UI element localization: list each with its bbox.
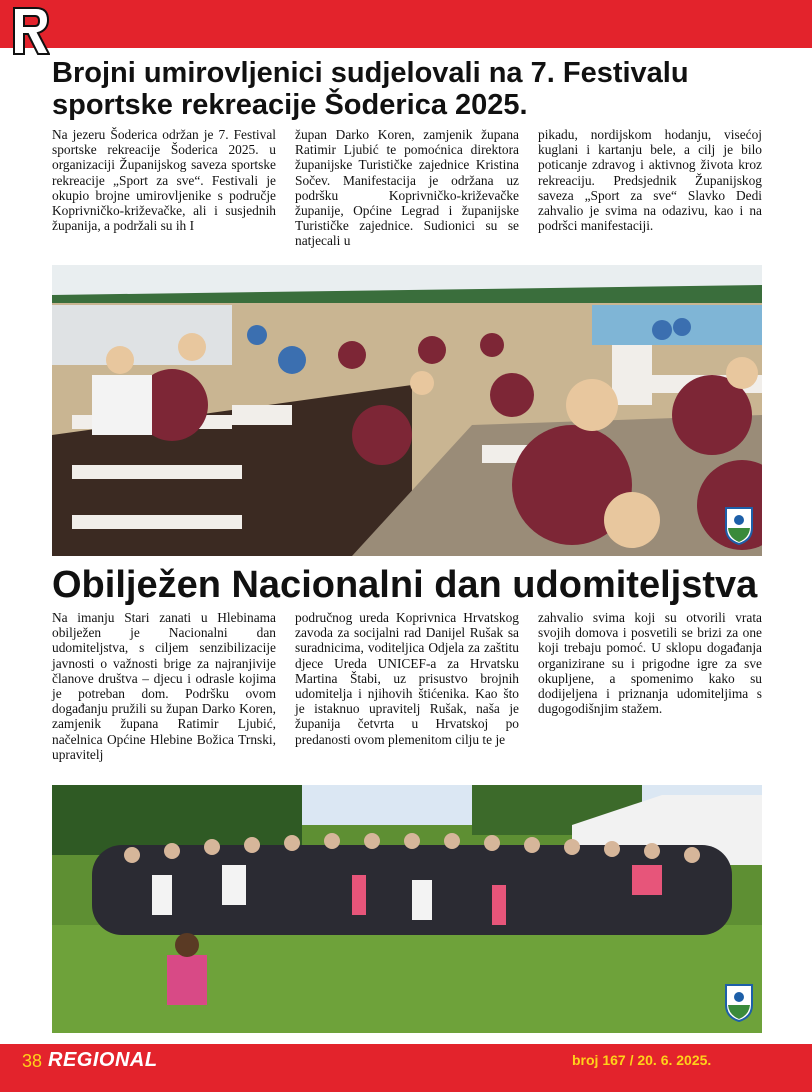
article2-column-1: Na imanju Stari zanati u Hlebinama obilježen je Nacionalni dan udomiteljstva, s ciljem senzibilizacije javnosti o važnosti brige za najranjivije članove društva – djecu i odrasle kojima je potreban dom. Podršku ovom događanju pružili su župan Darko Koren, zamjenik župana Ratimir Ljubić, načelnica Općine Hlebine Božica Trnski, upravitelj [52, 610, 276, 762]
article1-body [52, 127, 762, 249]
issue-info: broj 167 / 20. 6. 2025. [572, 1052, 712, 1068]
article2-column-3: zahvalio svima koji su otvorili vrata svojih domova i posvetili se brizi za one koji trebaju pomoć. U sklopu događanja organizirane su i prigodne igre za sve okupljene, a spomenimo kako su dodijeljena i priznanja udomiteljima s dugogodišnjim stažem. [538, 610, 762, 717]
county-crest-icon [724, 983, 754, 1023]
regional-r-logo-icon [12, 6, 50, 56]
festival-photo [52, 265, 762, 556]
article1-headline: Brojni umirovljenici sudjelovali na 7. Festivalu sportske rekreacije Šoderica 2025. [52, 57, 689, 121]
article1-column-2: župan Darko Koren, zamjenik župana Ratimir Ljubić te pomoćnica direktora županijske Turističke zajednice Kristina Sočev. Manifestacija je održana uz podršku Koprivničko-križevačke županije, Općine Legrad i županijske Turističke zajednice. Sudionici su se natjecali u [295, 127, 519, 249]
county-crest-icon [724, 506, 754, 546]
article2-body [52, 610, 762, 762]
article2-headline: Obilježen Nacionalni dan udomiteljstva [52, 564, 758, 606]
article1-column-3: pikadu, nordijskom hodanju, visećoj kuglani i kartanju bele, a cilj je bilo poticanje zdravog i aktivnog života kroz rekreaciju. Predsjednik Županijskog saveza „Sport za sve“ Slavko Dedi zahvalio je svima na odazivu, kao i na podršci manifestaciji. [538, 127, 762, 234]
article2-column-2: područnog ureda Koprivnica Hrvatskog zavoda za socijalni rad Danijel Rušak sa suradnicima, voditeljica Odjela za zaštitu djece Ureda UNICEF-a za Hrvatsku Martina Štabi, uz prisustvo brojnih udomitelja i njihovih štićenika. Kao što je istaknuo upravitelj Rušak, naša je županija četvrta u Hrvatskoj po predanosti ovom plemenitom cilju te je [295, 610, 519, 747]
page-number: 38 [22, 1051, 43, 1071]
article1-column-1: Na jezeru Šoderica održan je 7. Festival sportske rekreacije Šoderica 2025. u organizaciji Županijskog saveza sportske rekreacije „Sport za sve“. Festivali je okupio brojne umirovljenike s područje Koprivničko-križevačke, ali i susjednih županija, a podržali su ih I [52, 127, 276, 234]
top-banner [0, 0, 812, 48]
foster-day-photo [52, 785, 762, 1033]
brand-name: REGIONAL [48, 1049, 158, 1071]
